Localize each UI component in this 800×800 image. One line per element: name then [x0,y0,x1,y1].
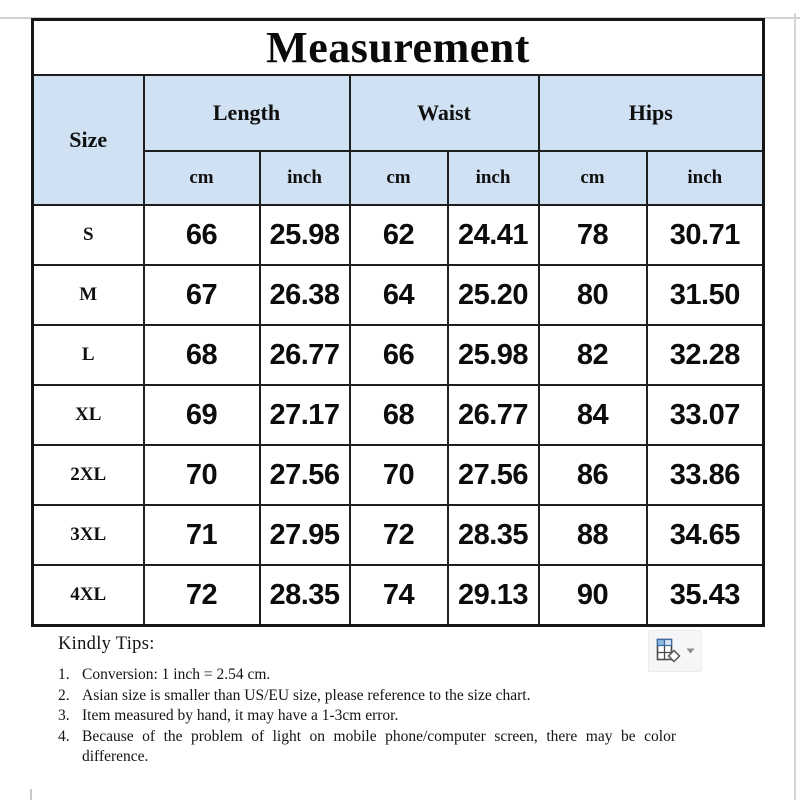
page-edge-vertical [794,13,796,800]
waist-cm-value: 74 [350,565,448,626]
waist-cm-value: 66 [350,325,448,385]
table-title: Measurement [33,20,764,76]
tip-item-4 [58,727,718,768]
waist-cm-value: 70 [350,445,448,505]
header-size: Size [33,75,144,205]
waist-inch-value: 24.41 [448,205,539,265]
size-label: 4XL [33,565,144,626]
hips-inch-value: 30.71 [647,205,764,265]
length-cm-value: 69 [144,385,260,445]
size-label: 3XL [33,505,144,565]
header-length-cm: cm [144,151,260,205]
header-hips-inch: inch [647,151,764,205]
table-row-2xl [33,445,764,505]
length-inch-value: 28.35 [260,565,350,626]
waist-inch-value: 29.13 [448,565,539,626]
waist-inch-value: 25.20 [448,265,539,325]
table-row-l [33,325,764,385]
tip-text: Item measured by hand, it may have a 1-3cm error. [82,707,399,725]
hips-cm-value: 82 [539,325,647,385]
length-inch-value: 27.17 [260,385,350,445]
size-label: L [33,325,144,385]
length-inch-value: 26.77 [260,325,350,385]
length-cm-value: 71 [144,505,260,565]
header-waist: Waist [350,75,539,151]
waist-inch-value: 28.35 [448,505,539,565]
waist-cm-value: 64 [350,265,448,325]
hips-cm-value: 90 [539,565,647,626]
table-row-xl [33,385,764,445]
hips-inch-value: 33.86 [647,445,764,505]
hips-inch-value: 33.07 [647,385,764,445]
tip-number: 1. [58,666,70,683]
length-cm-value: 72 [144,565,260,626]
length-cm-value: 68 [144,325,260,385]
length-cm-value: 70 [144,445,260,505]
tips-heading: Kindly Tips: [58,634,155,654]
tip-item-3 [58,706,718,727]
waist-cm-value: 62 [350,205,448,265]
length-inch-value: 27.95 [260,505,350,565]
header-waist-inch: inch [448,151,539,205]
table-row-4xl [33,565,764,626]
tip-item-1 [58,665,718,686]
hips-inch-value: 32.28 [647,325,764,385]
table-row-s [33,205,764,265]
header-hips-cm: cm [539,151,647,205]
length-cm-value: 66 [144,205,260,265]
tip-text: Conversion: 1 inch = 2.54 cm. [82,666,271,683]
size-label: XL [33,385,144,445]
header-length-inch: inch [260,151,350,205]
header-hips: Hips [539,75,764,151]
hips-cm-value: 86 [539,445,647,505]
page-edge-tick [30,789,32,800]
waist-inch-value: 25.98 [448,325,539,385]
length-cm-value: 67 [144,265,260,325]
hips-cm-value: 78 [539,205,647,265]
table-row-3xl [33,505,764,565]
size-label: S [33,205,144,265]
tip-number: 2. [58,686,70,704]
waist-cm-value: 72 [350,505,448,565]
measurement-table [31,18,765,627]
size-label: M [33,265,144,325]
header-waist-cm: cm [350,151,448,205]
tip-number: 4. [58,727,70,745]
table-row-m [33,265,764,325]
hips-inch-value: 34.65 [647,505,764,565]
hips-cm-value: 88 [539,505,647,565]
tip-text: Asian size is smaller than US/EU size, please reference to the size chart. [82,686,531,704]
waist-cm-value: 68 [350,385,448,445]
hips-cm-value: 80 [539,265,647,325]
tip-item-2 [58,686,718,707]
tip-number: 3. [58,707,70,725]
tip-text: Because of the problem of light on mobile phone/computer screen, there may be color difference. [82,727,676,766]
hips-inch-value: 35.43 [647,565,764,626]
waist-inch-value: 26.77 [448,385,539,445]
hips-cm-value: 84 [539,385,647,445]
header-length: Length [144,75,350,151]
waist-inch-value: 27.56 [448,445,539,505]
size-label: 2XL [33,445,144,505]
length-inch-value: 25.98 [260,205,350,265]
length-inch-value: 27.56 [260,445,350,505]
kindly-tips-section [58,634,718,768]
hips-inch-value: 31.50 [647,265,764,325]
length-inch-value: 26.38 [260,265,350,325]
